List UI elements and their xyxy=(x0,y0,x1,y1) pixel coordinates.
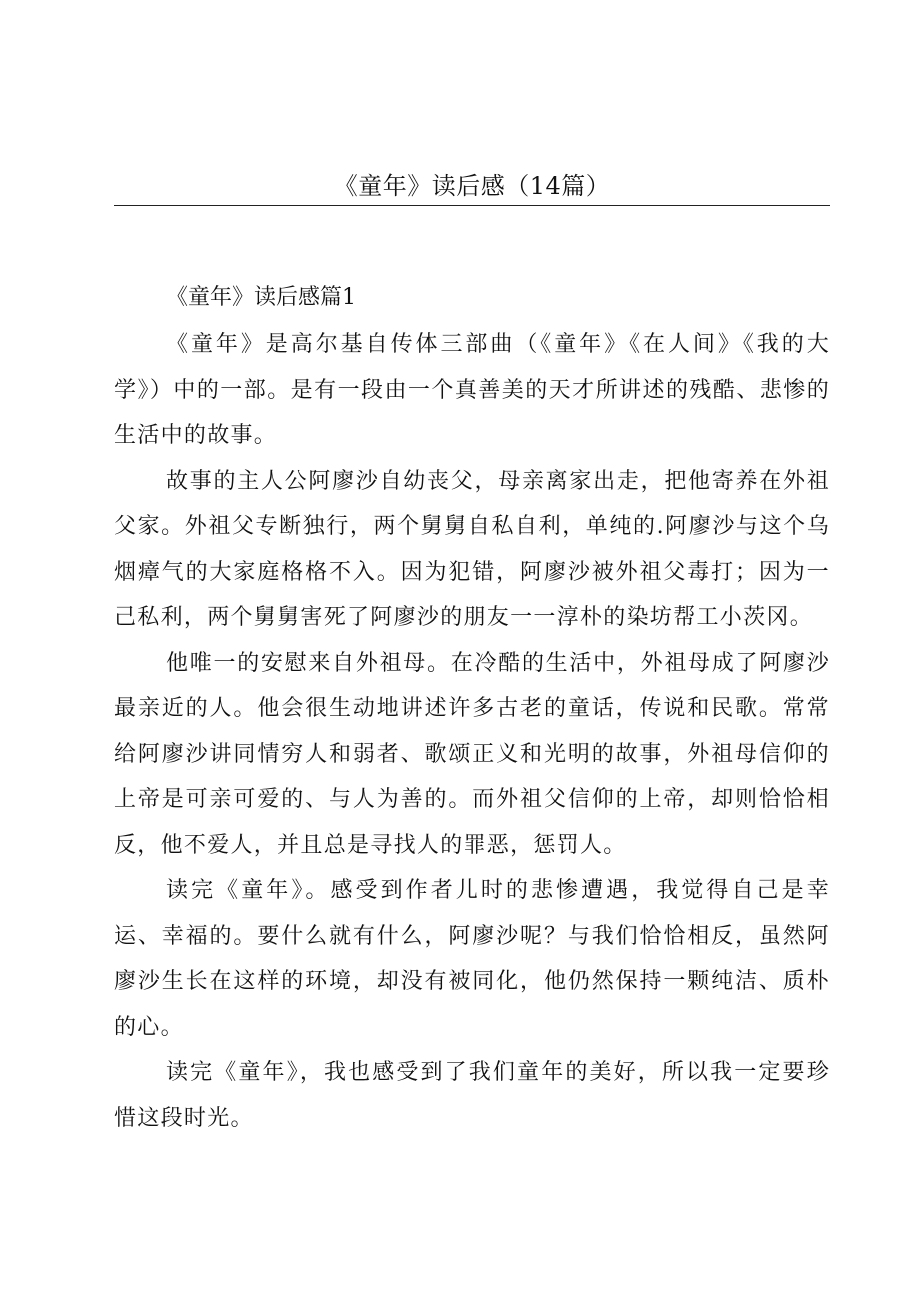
paragraph-4: 读完《童年》。感受到作者儿时的悲惨遭遇，我觉得自己是幸运、幸福的。要什么就有什么，阿廖沙呢？与我们恰恰相反，虽然阿廖沙生长在这样的环境，却没有被同化，他仍然保持一颗纯洁、质朴的心。 xyxy=(114,878,830,1040)
essay-body xyxy=(114,322,830,1141)
section-heading: 《童年》读后感篇1 xyxy=(166,285,356,310)
paragraph-2: 故事的主人公阿廖沙自幼丧父，母亲离家出走，把他寄养在外祖父家。外祖父专断独行，两个舅舅自私自利，单纯的.阿廖沙与这个乌烟瘴气的大家庭格格不入。因为犯错，阿廖沙被外祖父毒打；因为一己私利，两个舅舅害死了阿廖沙的朋友一一淳朴的染坊帮工小茨冈。 xyxy=(114,468,830,630)
title-underline xyxy=(114,205,830,206)
paragraph-1: 《童年》是高尔基自传体三部曲（《童年》《在人间》《我的大学》）中的一部。是有一段由一个真善美的天才所讲述的残酷、悲惨的生活中的故事。 xyxy=(114,332,830,448)
document-title: 《童年》读后感（14篇） xyxy=(333,172,611,200)
paragraph-5: 读完《童年》，我也感受到了我们童年的美好，所以我一定要珍惜这段时光。 xyxy=(114,1060,830,1131)
paragraph-3: 他唯一的安慰来自外祖母。在冷酷的生活中，外祖母成了阿廖沙最亲近的人。他会很生动地讲述许多古老的童话，传说和民歌。常常给阿廖沙讲同情穷人和弱者、歌颂正义和光明的故事，外祖母信仰的上帝是可亲可爱的、与人为善的。而外祖父信仰的上帝，却则恰恰相反，他不爱人，并且总是寻找人的罪恶，惩罚人。 xyxy=(114,650,830,858)
